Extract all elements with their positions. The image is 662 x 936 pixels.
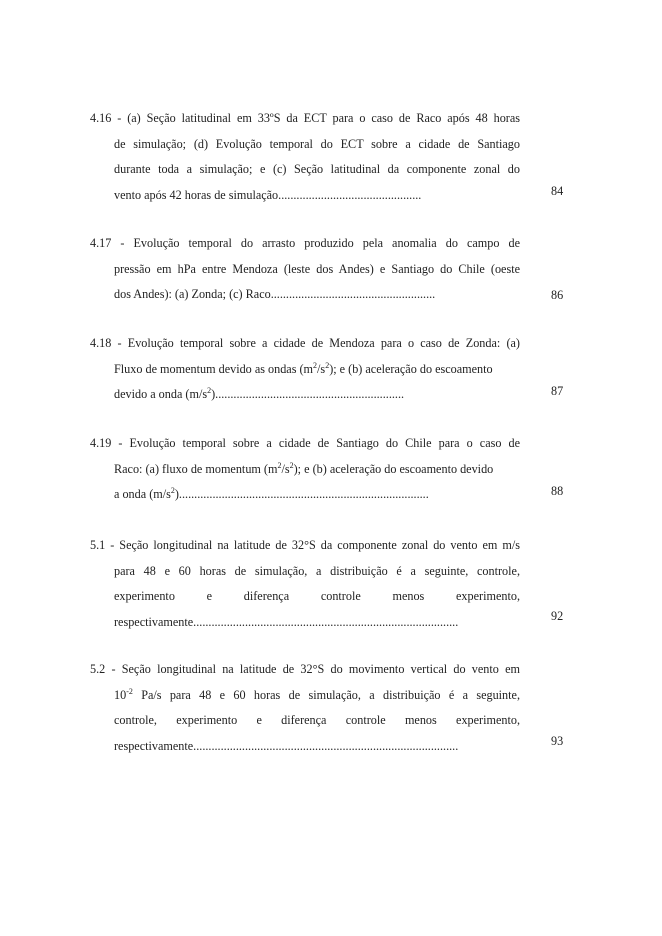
- superscript: -2: [126, 686, 133, 696]
- entry-line: durante toda a simulação; e (c) Seção latitudinal da componente zonal do: [114, 162, 520, 176]
- entry-line: para 48 e 60 horas de simulação, a distribuição é a seguinte, controle,: [114, 563, 520, 578]
- toc-entry-4-19: [90, 431, 520, 508]
- entry-line: 5.2 - Seção longitudinal na latitude de 32°S do movimento vertical do vento em: [90, 662, 520, 676]
- text-run: /s: [281, 461, 290, 476]
- page-number: 87: [551, 384, 564, 398]
- entry-line: [90, 482, 520, 508]
- entry-line: [90, 683, 520, 709]
- entry-line: 5.1 - Seção longitudinal na latitude de 32°S da componente zonal do vento em m/s: [90, 538, 520, 552]
- text-run: /s: [317, 361, 326, 376]
- page-number: 93: [551, 734, 564, 748]
- page-number: 88: [551, 484, 564, 498]
- toc-entry-5-2: [90, 657, 520, 759]
- text-run: a onda (m/s: [114, 487, 171, 501]
- text-run: ); e (b) aceleração do escoamento devido: [293, 461, 494, 476]
- page-number: 92: [551, 609, 564, 623]
- superscript: 2: [289, 460, 294, 470]
- text-run: Raco: (a) fluxo de momentum (m: [114, 461, 278, 476]
- toc-entry-4-18: [90, 331, 520, 408]
- superscript: 2: [313, 360, 318, 370]
- entry-line: 4.18 - Evolução temporal sobre a cidade de Mendoza para o caso de Zonda: (a): [90, 336, 520, 350]
- text-run: )..............................................................: [211, 387, 405, 401]
- entry-line: de simulação; (d) Evolução temporal do ECT sobre a cidade de Santiago: [114, 136, 520, 151]
- entry-line: 4.16 - (a) Seção latitudinal em 33ºS da ECT para o caso de Raco após 48 horas: [90, 111, 520, 125]
- page-number: 84: [551, 184, 564, 198]
- page-number: 86: [551, 288, 564, 302]
- entry-line: vento após 42 horas de simulação...............................................: [114, 187, 422, 202]
- entry-line: experimento e diferença controle menos experimento,: [114, 589, 520, 603]
- superscript: 2: [207, 385, 212, 395]
- toc-entry-5-1: [90, 533, 520, 635]
- text-run: Pa/s para 48 e 60 horas de simulação, a distribuição é a seguinte,: [132, 687, 520, 702]
- text-run: Fluxo de momentum devido as ondas (m: [114, 361, 314, 376]
- toc-entry-4-17: [90, 231, 520, 308]
- superscript: 2: [325, 360, 330, 370]
- superscript: 2: [277, 460, 282, 470]
- entry-line: respectivamente.......................................................................................: [114, 614, 459, 629]
- superscript: 2: [170, 485, 175, 495]
- entry-line: dos Andes): (a) Zonda; (c) Raco......................................................: [114, 287, 436, 301]
- text-run: devido a onda (m/s: [114, 387, 208, 401]
- entry-line: 4.17 - Evolução temporal do arrasto produzido pela anomalia do campo de: [90, 236, 520, 250]
- text-run: 10: [114, 687, 127, 702]
- entry-line: respectivamente.......................................................................................: [114, 738, 459, 753]
- entry-line: [90, 357, 520, 383]
- text-run: ); e (b) aceleração do escoamento: [329, 361, 493, 376]
- entry-line: [90, 457, 520, 483]
- entry-line: 4.19 - Evolução temporal sobre a cidade de Santiago do Chile para o caso de: [90, 436, 520, 450]
- entry-line: controle, experimento e diferença controle menos experimento,: [114, 713, 520, 727]
- text-run: )..................................................................................: [174, 487, 429, 501]
- entry-line: [90, 382, 520, 408]
- toc-entry-4-16: [90, 106, 520, 208]
- entry-line: pressão em hPa entre Mendoza (leste dos Andes) e Santiago do Chile (oeste: [114, 261, 520, 276]
